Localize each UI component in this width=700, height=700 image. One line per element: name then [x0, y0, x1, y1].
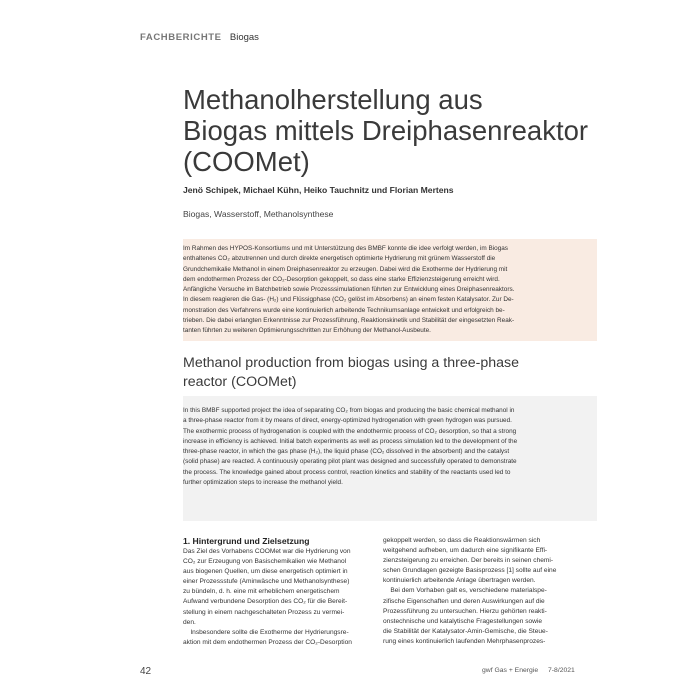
running-header — [140, 32, 259, 43]
body-line: kontinuierlich arbeitende Anlage übertragen werden. — [383, 577, 536, 585]
body-line: CO₂ zur Erzeugung von Basischemikalien wie Methanol — [183, 558, 347, 566]
german-abstract — [183, 244, 591, 337]
article-title — [183, 84, 643, 177]
abstract-line: (solid phase) are reacted. A continuously operating pilot plant was designed and successfully operated to demonstrate — [183, 458, 517, 466]
section-heading: 1. Hintergrund und Zielsetzung — [183, 536, 310, 546]
body-line: Insbesondere sollte die Exotherme der Hydrierungsre- — [183, 628, 349, 636]
abstract-line: three-phase reactor, in which the gas phase (H₂), the liquid phase (CO₂ dissolved in the absorbent) and the catalyst — [183, 448, 510, 456]
journal-footer — [482, 667, 575, 674]
body-line: den. — [183, 618, 196, 626]
journal-issue: 7-8/2021 — [548, 667, 575, 674]
abstract-line: In this BMBF supported project the idea of separating CO₂ from biogas and producing the basic chemical methanol in — [183, 407, 515, 414]
english-title-line: reactor (COOMet) — [183, 373, 297, 390]
abstract-line: In diesem reagieren die Gas- (H₂) und Flüssigphase (CO₂ gelöst im Absorbens) an einem festen Katalysator. Zur De- — [183, 296, 514, 304]
body-line: einer Prozessstufe (Aminwäsche und Methanolsynthese) — [183, 578, 350, 586]
abstract-line: Im Rahmen des HYPOS-Konsortiums und mit Unterstützung des BMBF konnte die idee verfolgt werden, im Biogas — [183, 245, 509, 252]
english-title — [183, 354, 593, 391]
abstract-line: The exothermic process of hydrogenation is coupled with the endothermic process of CO₂ desorption, so that a strong — [183, 427, 517, 435]
abstract-line: monstration des Verfahrens wurde eine kontinuierlich arbeitende Technikumsanlage entwickelt und erfolgreich be- — [183, 306, 505, 314]
title-line: Methanolherstellung aus — [183, 84, 483, 115]
abstract-line: a three-phase reactor from it by means of direct, energy-optimized hydrogenation with green hydrogen was pursued. — [183, 417, 512, 425]
abstract-line: dem endothermen Prozess der CO₂-Desorption gekoppelt, so dass eine starke Effizienzsteigerung erreicht wird. — [183, 275, 500, 283]
body-line: rung eines kontinuierlich laufenden Mehrphasenprozes- — [383, 637, 546, 645]
body-line: onstechnische und katalytische Fragestellungen sowie — [383, 617, 543, 625]
header-section: FACHBERICHTE — [140, 32, 222, 43]
body-line: gekoppelt werden, so dass die Reaktionswärmen sich — [383, 537, 541, 544]
abstract-line: enthaltenes CO₂ abzutrennen und durch direkte energetisch optimierte Hydrierung mit grünem Wasserstoff die — [183, 255, 496, 263]
body-line: Das Ziel des Vorhabens COOMet war die Hydrierung von — [183, 548, 351, 555]
body-line: Aufwand verbundene Desorption des CO₂ für die Bereit- — [183, 598, 348, 606]
abstract-line: tanten führten zu weiteren Optimierungsschritten zur Erhöhung der Methanol-Ausbeute. — [183, 327, 431, 335]
body-line: aktion mit dem endothermen Prozess der CO₂-Desorption — [183, 638, 352, 646]
body-line: Prozessführung zu untersuchen. Hierzu gehörten reakti- — [383, 607, 547, 615]
body-line: zifische Eigenschaften und deren Auswirkungen auf die — [383, 597, 545, 605]
body-column-left — [183, 547, 367, 648]
body-line: stellung in einem nachgeschalteten Prozess zu vermei- — [183, 608, 345, 616]
body-line: zienzsteigerung zu erreichen. Der bereits in seinen chemi- — [383, 557, 554, 565]
body-line: die Stabilität der Katalysator-Amin-Gemische, die Steue- — [383, 627, 548, 635]
body-line: schen Grundlagen gezeigte Basisprozess [1] sollte auf eine — [383, 567, 557, 575]
abstract-line: trieben. Die dabei erlangten Erkenntnisse zur Prozessführung, Reaktionskinetik und Stabilität der eingesetzten Reak- — [183, 317, 515, 325]
abstract-line: Grundchemikalie Methanol in einem Dreiphasenreaktor zu erzeugen. Dabei wird die Exotherme der Hydrierung mit — [183, 265, 508, 273]
title-line: (COOMet) — [183, 146, 310, 177]
english-title-line: Methanol production from biogas using a three-phase — [183, 355, 519, 371]
body-column-right — [383, 536, 595, 647]
keywords: Biogas, Wasserstoff, Methanolsynthese — [183, 209, 334, 219]
abstract-line: Anfängliche Versuche im Batchbetrieb sowie Prozesssimulationen führten zur Entwicklung eines Dreiphasenreaktors. — [183, 286, 515, 294]
abstract-line: increase in efficiency is achieved. Initial batch experiments as well as process simulation led to the development of the — [183, 437, 518, 445]
body-line: aus biogenen Quellen, um diese energetisch optimiert in — [183, 568, 348, 576]
abstract-line: further optimization steps to increase the methanol yield. — [183, 479, 343, 487]
body-line: Bei dem Vorhaben galt es, verschiedene materialspe- — [383, 587, 547, 595]
body-line: weitgehend aufheben, um dadurch eine signifikante Effi- — [383, 547, 548, 555]
english-abstract — [183, 406, 591, 488]
page-number: 42 — [140, 666, 152, 677]
body-line: zu bündeln, d. h. eine mit erheblichem energetischem — [183, 588, 340, 596]
abstract-line: the process. The knowledge gained about process control, reaction kinetics and stability of the reactants used led to — [183, 468, 511, 476]
title-line: Biogas mittels Dreiphasenreaktor — [183, 115, 589, 146]
journal-name: gwf Gas + Energie — [482, 667, 539, 674]
authors: Jenö Schipek, Michael Kühn, Heiko Tauchnitz und Florian Mertens — [183, 185, 454, 195]
header-topic: Biogas — [229, 32, 259, 43]
